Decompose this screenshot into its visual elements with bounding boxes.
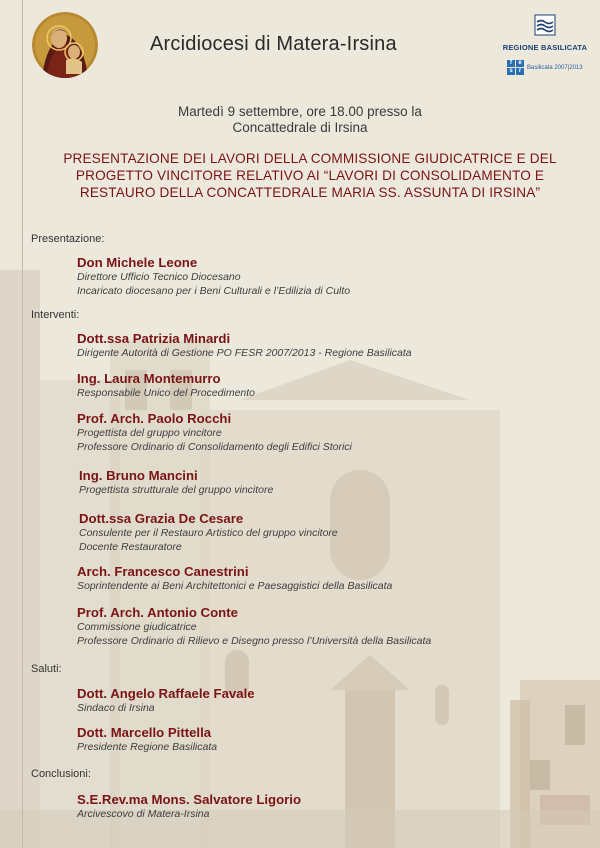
madonna-and-child-icon — [32, 12, 98, 78]
fesr-logo — [507, 60, 583, 75]
main-title-line: RESTAURO DELLA CONCATTEDRALE MARIA SS. ASSUNTA DI IRSINA” — [79, 185, 541, 200]
speaker-entry — [77, 255, 350, 298]
speaker-name: Dott.ssa Grazia De Cesare — [79, 511, 244, 526]
speaker-name: Dott. Angelo Raffaele Favale — [77, 686, 255, 701]
speaker-entry — [77, 564, 392, 594]
speaker-entry — [77, 411, 352, 454]
section-presentazione: Presentazione: — [31, 233, 105, 245]
speaker-entry — [77, 331, 412, 361]
event-date-line: Martedì 9 settembre, ore 18.00 presso la — [178, 104, 422, 119]
fesr-letter: s — [507, 68, 515, 75]
speaker-entry — [77, 605, 431, 648]
speaker-role: Incaricato diocesano per i Beni Culturali e l’Edilizia di Culto — [77, 284, 351, 297]
fesr-letter: e — [516, 60, 524, 67]
fesr-letter: f — [507, 60, 515, 67]
section-conclusioni: Conclusioni: — [31, 768, 91, 780]
speaker-name: Don Michele Leone — [77, 255, 198, 270]
regione-label: REGIONE BASILICATA — [502, 43, 588, 52]
speaker-name: Prof. Arch. Paolo Rocchi — [77, 411, 232, 426]
speaker-role: Progettista strutturale del gruppo vincitore — [79, 484, 274, 496]
fesr-letter: r — [516, 68, 524, 75]
fesr-label: Basilicata 2007|2013 — [527, 64, 583, 71]
speaker-name: Prof. Arch. Antonio Conte — [77, 605, 238, 620]
speaker-role: Consulente per il Restauro Artistico del gruppo vincitore — [79, 527, 338, 539]
speaker-entry — [79, 468, 273, 498]
speaker-entry — [77, 371, 255, 401]
speaker-role: Professore Ordinario di Rilievo e Disegno presso l’Università della Basilicata — [77, 634, 432, 647]
speaker-role: Presidente Regione Basilicata — [77, 741, 218, 753]
speaker-role: Professore Ordinario di Consolidamento degli Edifici Storici — [77, 440, 352, 453]
speaker-name: Arch. Francesco Canestrini — [77, 564, 249, 579]
speaker-entry — [77, 792, 301, 822]
speaker-name: Ing. Laura Montemurro — [77, 371, 221, 386]
speaker-role: Direttore Ufficio Tecnico Diocesano — [77, 271, 241, 283]
section-saluti: Saluti: — [31, 663, 62, 675]
speaker-role: Dirigente Autorità di Gestione PO FESR 2007/2013 - Regione Basilicata — [77, 347, 412, 359]
speaker-role: Sindaco di Irsina — [77, 702, 155, 714]
regione-basilicata-logo — [500, 14, 590, 52]
speaker-role: Arcivescovo di Matera-Irsina — [77, 808, 210, 820]
speaker-name: Dott.ssa Patrizia Minardi — [77, 331, 231, 346]
speaker-entry — [77, 725, 217, 755]
speaker-role: Soprintendente ai Beni Architettonici e Paesaggistici della Basilicata — [77, 580, 393, 592]
speaker-role: Progettista del gruppo vincitore — [77, 427, 222, 439]
speaker-entry — [79, 511, 338, 554]
header-title: Arcidiocesi di Matera-Irsina — [150, 33, 397, 55]
speaker-role: Responsabile Unico del Procedimento — [77, 387, 256, 399]
section-interventi: Interventi: — [31, 309, 80, 321]
speaker-role: Docente Restauratore — [79, 540, 182, 553]
speaker-name: Ing. Bruno Mancini — [79, 468, 198, 483]
main-title — [20, 150, 600, 201]
main-title-line: PRESENTAZIONE DEI LAVORI DELLA COMMISSIONE GIUDICATRICE E DEL — [63, 151, 557, 166]
event-venue-line: Concattedrale di Irsina — [232, 120, 368, 135]
speaker-entry — [77, 686, 255, 716]
speaker-role: Commissione giudicatrice — [77, 621, 197, 633]
speaker-name: S.E.Rev.ma Mons. Salvatore Ligorio — [77, 792, 301, 807]
main-title-line: PROGETTO VINCITORE RELATIVO AI “LAVORI DI CONSOLIDAMENTO E — [75, 168, 545, 183]
regione-emblem-icon — [534, 14, 556, 36]
speaker-name: Dott. Marcello Pittella — [77, 725, 212, 740]
